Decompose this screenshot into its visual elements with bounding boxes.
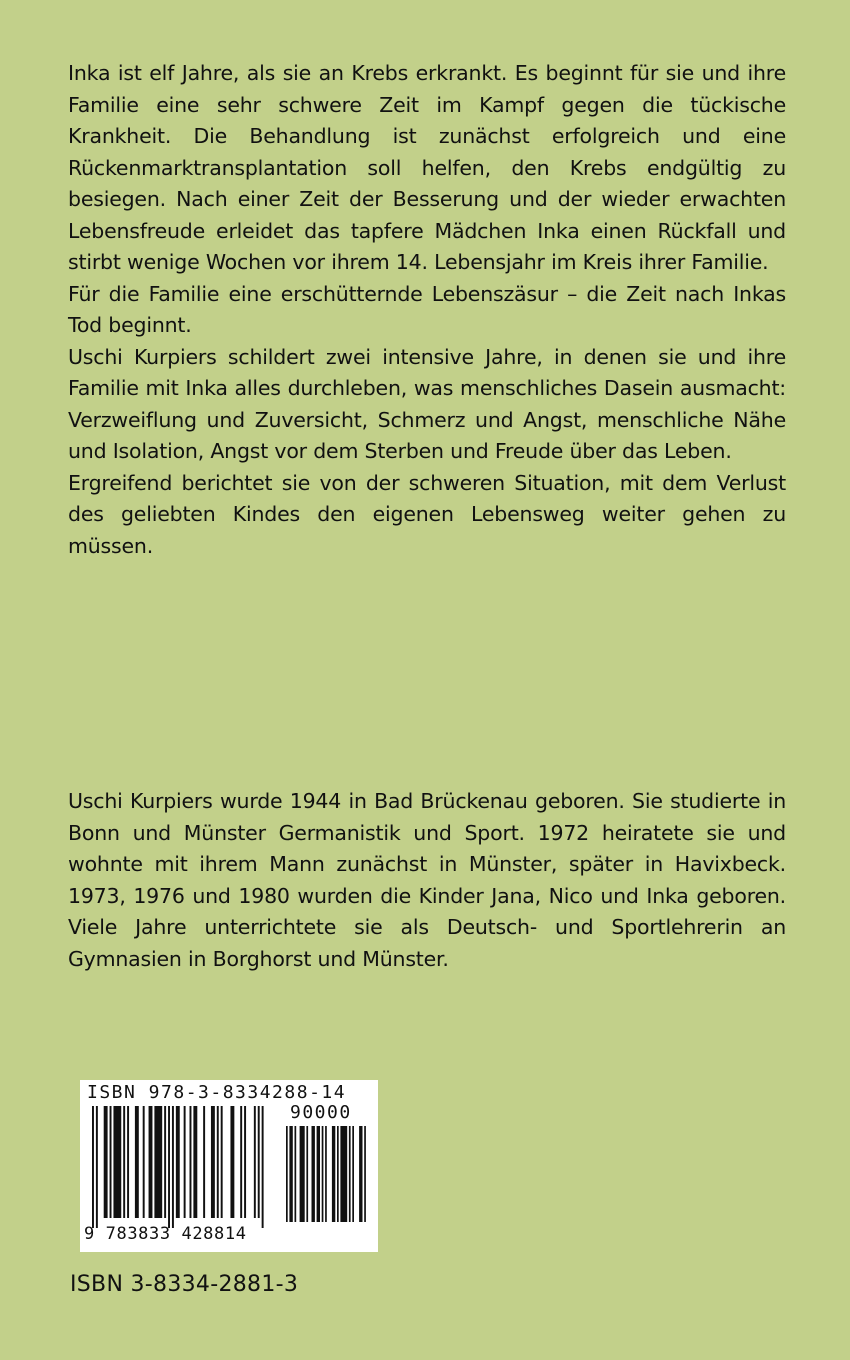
barcode-bar xyxy=(92,1106,94,1228)
barcode-bar xyxy=(96,1106,98,1228)
barcode-bar xyxy=(193,1106,197,1218)
barcode-addon-bar xyxy=(325,1126,327,1222)
barcode-bar xyxy=(254,1106,256,1218)
barcode-addon-bar xyxy=(349,1126,351,1222)
barcode-bar xyxy=(168,1106,170,1228)
barcode-addon-bar xyxy=(322,1126,324,1222)
isbn-barcode xyxy=(80,1080,378,1252)
barcode-bar xyxy=(123,1106,125,1218)
barcode-bar xyxy=(164,1106,166,1218)
barcode-bar xyxy=(184,1106,186,1218)
barcode-bar xyxy=(262,1106,264,1228)
synopsis-paragraph-4: Ergreifend berichtet sie von der schweren Situation, mit dem Verlust des geliebten Kindes den eigenen Lebensweg weiter gehen zu müssen. xyxy=(68,470,786,558)
barcode-bar xyxy=(113,1106,121,1218)
barcode-bar xyxy=(172,1106,174,1228)
barcode-addon-bar xyxy=(306,1126,308,1222)
barcode-addon-bar xyxy=(317,1126,320,1222)
isbn-10: ISBN 3-8334-2881-3 xyxy=(70,1272,299,1297)
barcode-bar xyxy=(230,1106,234,1218)
barcode-addon-bar xyxy=(337,1126,339,1222)
barcode-addon-bar xyxy=(359,1126,362,1222)
barcode-bar xyxy=(149,1106,153,1218)
barcode-addon-bar xyxy=(332,1126,335,1222)
barcode-addon-bar xyxy=(286,1126,288,1222)
barcode-bar xyxy=(217,1106,219,1218)
barcode-addon-bar xyxy=(289,1126,292,1222)
author-bio xyxy=(68,786,786,975)
barcode-bar xyxy=(190,1106,192,1218)
barcode-bar xyxy=(240,1106,242,1218)
barcode-bar xyxy=(135,1106,139,1218)
barcode-bar xyxy=(110,1106,112,1218)
barcode-bar xyxy=(176,1106,180,1218)
synopsis-paragraph-1: Inka ist elf Jahre, als sie an Krebs erkrankt. Es beginnt für sie und ihre Familie eine sehr schwere Zeit im Kampf gegen die tückische Krankheit. Die Behandlung ist zunächst erfolgreich und eine Rückenmarktransplantation soll helfen, den Krebs endgültig zu besiegen. Nach einer Zeit der Besserung und der wieder erwachten Lebensfreude erleidet das tapfere Mädchen Inka einen Rückfall und stirbt wenige Wochen vor ihrem 14. Lebensjahr im Kreis ihrer Familie. xyxy=(68,61,786,274)
barcode-addon-bar xyxy=(295,1126,297,1222)
barcode-bar xyxy=(211,1106,215,1218)
barcode-addon-bar xyxy=(300,1126,305,1222)
barcode-bar xyxy=(143,1106,145,1218)
barcode-bar xyxy=(221,1106,223,1218)
barcode-addon-bar xyxy=(364,1126,366,1222)
synopsis-paragraph-3: Uschi Kurpiers schildert zwei intensive Jahre, in denen sie und ihre Familie mit Inka alles durchleben, was menschliches Dasein ausmacht: Verzweiflung und Zuversicht, Schmerz und Angst, menschliche Nähe und Isolation, Angst vor dem Sterben und Freude über das Leben. xyxy=(68,344,786,463)
barcode-bar xyxy=(104,1106,108,1218)
barcode-bar xyxy=(154,1106,162,1218)
synopsis-paragraph-2: Für die Familie eine erschütternde Lebenszäsur – die Zeit nach Inkas Tod beginnt. xyxy=(68,281,786,337)
barcode-addon-bar xyxy=(340,1126,347,1222)
barcode-bar xyxy=(127,1106,129,1218)
barcode-addon-bar xyxy=(312,1126,315,1222)
barcode-bar xyxy=(244,1106,246,1218)
barcode-isbn-line: ISBN 978-3-8334288-14 xyxy=(87,1082,347,1103)
author-bio-paragraph: Uschi Kurpiers wurde 1944 in Bad Brückenau geboren. Sie studierte in Bonn und Münster Germanistik und Sport. 1972 heiratete sie und wohnte mit ihrem Mann zunächst in Münster, später in Havixbeck. 1973, 1976 und 1980 wurden die Kinder Jana, Nico und Inka geboren. Viele Jahre unterrichtete sie als Deutsch- und Sportlehrerin an Gymnasien in Borghorst und Münster. xyxy=(68,789,786,971)
barcode-ean-number: 9 783833 428814 xyxy=(84,1224,247,1244)
barcode-addon-number: 90000 xyxy=(290,1102,352,1123)
synopsis-text xyxy=(68,58,786,562)
barcode-addon-bar xyxy=(352,1126,354,1222)
barcode-addon-bars xyxy=(286,1126,366,1222)
barcode-bar xyxy=(203,1106,205,1218)
barcode-bars xyxy=(92,1106,278,1230)
barcode-bar xyxy=(258,1106,260,1218)
